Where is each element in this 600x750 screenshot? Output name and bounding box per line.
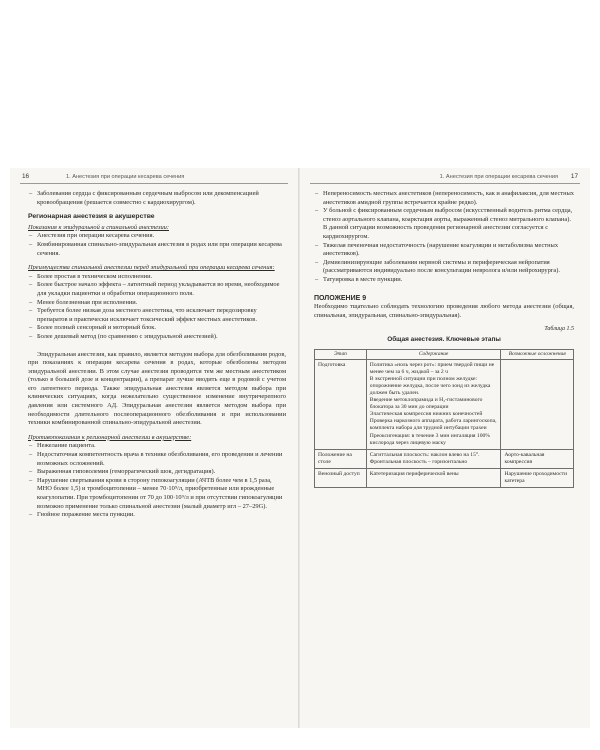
list-item: – Более полный сенсорный и моторный блок.: [29, 324, 157, 332]
indications-heading: Показания к эпидуральной и спинальной анестезии:: [28, 223, 169, 231]
list-item: – Тяжелая печеночная недостаточность (нарушение коагуляции и метаболизма местных анестетиков).: [315, 241, 559, 258]
cell-line: Катетеризация периферической вены: [369, 470, 459, 477]
column-header: Возможные осложнения: [501, 349, 574, 359]
header-rule: [310, 183, 580, 184]
stage-cell: Подготовка: [315, 359, 367, 449]
cell-line: Введение метоклопрамида и Н₂-гистаминового блокатора за 30 мин до операции: [369, 397, 483, 411]
stage-cell: Венозный доступ: [315, 468, 367, 487]
left-page-content: [28, 190, 286, 520]
list-item: – Требуется более низкая доза местного анестетика, что исключает передозировку препаратов и практически исключает токсический эффект местных анестетиков.: [29, 307, 257, 323]
content-cell: [366, 449, 501, 468]
table-header-row: [315, 349, 574, 359]
column-header: Содержание: [366, 349, 501, 359]
table-row: [315, 449, 574, 468]
stage-cell: Положение на столе: [315, 449, 367, 468]
body-paragraph: Эпидуральная анестезия, как правило, является методом выбора для обезболивания родов, при показаниях к операции кесарева сечения в родах, которые обезболены методом эпидуральной анестезии. В этом случае анестезия проводится тем же местным анестетиком (только в большей дозе и концентрации), а препарат лучше вводить еще в родовой с учетом его латентного периода. Также эпидуральная анестезия является методом выбора при клинических ситуациях, когда нежелательно существенное изменение внутричерепного давления или системного АД. Эпидуральная анестезия является методом выбора при необходимости длительного послеоперационного обезболивания и при использовании техники комбинированной спинально-эпидуральной анестезии.: [28, 350, 286, 427]
table-label: Таблица 1.5: [544, 326, 574, 333]
content-cell: [366, 359, 501, 449]
page-number: 17: [570, 173, 578, 180]
table-row: [315, 359, 574, 449]
cell-line: Сагиттальная плоскость: наклон влево на 15°. Фронтальная плоскость – горизонтально: [369, 451, 480, 465]
list-item: – Выраженная гиповолемия (геморрагический шок, дегидратация).: [29, 468, 216, 476]
advantages-heading: Преимущества спинальной анестезии перед эпидуральной при операции кесарева сечения:: [28, 264, 275, 272]
stages-table: [314, 349, 574, 489]
position-title: ПОЛОЖЕНИЕ 9: [314, 294, 367, 302]
page-number: 16: [22, 173, 30, 180]
list-item: – Менее болезненная при исполнении.: [29, 298, 138, 306]
section-title: Регионарная анестезия в акушерстве: [28, 213, 155, 221]
list-item: – Комбинированная спинально-эпидуральная анестезия в родах или при операции кесарева сечения.: [29, 240, 282, 257]
complications-cell: Нарушение проходимости катетера: [501, 468, 574, 487]
complications-cell: [501, 359, 574, 449]
position-text: Необходимо тщательно соблюдать технологию проведения любого метода анестезии (общая, спинальная, эпидуральная, спинально-эпидуральная).: [314, 303, 574, 319]
content-cell: [366, 468, 501, 487]
list-item: – Заболевания сердца с фиксированным сердечным выбросом или декомпенсацией кровообращения (решается совместно с кардиохирургом).: [29, 190, 259, 206]
list-item: – Нежелание пациента.: [29, 442, 96, 450]
left-page: [10, 168, 298, 728]
table-row: [315, 468, 574, 487]
right-page-content: [314, 190, 574, 488]
list-item: – Демиелинизирующие заболевания нервной системы и периферическая нейропатия (рассматриваются индивидуально после консультации невролога и/или нейрохирурга).: [315, 258, 560, 275]
right-page: [300, 168, 590, 728]
table-title: Общая анестезия. Ключевые этапы: [387, 335, 501, 343]
header-rule: [20, 183, 288, 184]
contraindications-heading: Противопоказания к регионарной анестезии в акушерстве:: [28, 433, 192, 441]
list-item: – Анестезия при операции кесарева сечения.: [29, 232, 155, 240]
running-head: 1. Анестезия при операции кесарева сечения: [439, 174, 558, 180]
running-head: 1. Анестезия при операции кесарева сечения: [66, 174, 185, 180]
list-item: – Недостаточная компетентность врача в технике обезболивания, его проведении и лечении возможных осложнений.: [29, 451, 283, 467]
list-item: – Непереносимость местных анестетиков (непереносимость, как и анафилаксия, для местных анестетиков амидной группы встречается крайне редко).: [315, 190, 574, 206]
list-item: – Татуировка в месте пункции.: [315, 275, 403, 283]
cell-line: В экстренной ситуации при полном желудке: опорожнение желудка, после чего зонд из желудка должен быть удален.: [369, 375, 491, 396]
cell-line: Эластическая компрессия нижних конечностей: [369, 411, 483, 418]
list-item: – Более простая в техническом исполнении.: [29, 272, 153, 280]
list-item: – Более быстрое начало эффекта – латентный период укладывается во время, необходимое для укладки пациентки и обработки операционного поля.: [29, 281, 280, 297]
complications-cell: Аорто-кавальная компрессия: [501, 449, 574, 468]
list-item: – Гнойное поражение места пункции.: [29, 511, 135, 519]
column-header: Этап: [315, 349, 367, 359]
list-item: – Более дешевый метод (по сравнению с эпидуральной анестезией).: [29, 332, 218, 340]
list-item: – У больной с фиксированным сердечным выбросом (искусственный водитель ритма сердца, стеноз аортального клапана, коарктация аорты, выраженный стеноз митрального клапана). В данной ситуации возможность проведения регионарной анестезии согласуется с кардиохирургом.: [315, 207, 573, 240]
cell-line: Политика «ноль через рот»: прием твердой пищи не менее чем за 6 ч, жидкой – за 2 ч: [369, 361, 495, 375]
list-item: – Нарушение свертывания крови в сторону гипокоагуляции (АЧТВ более чем в 1,5 раза, МНО более 1,5) и тромбоцитопении – менее 70·10⁹/л, приобретенные или врожденные коагулопатии. При тромбоцитопении от 70 до 100·10⁹/л и при отсутствии гипокоагуляции возможно применение только спинальной анестезии (малый диаметр игл – 27–29G).: [29, 476, 283, 510]
cell-line: Проверка наркозного аппарата, работа ларингоскопа, комплекта набора для трудной интубации трахеи: [369, 418, 497, 432]
cell-line: Преоксигенация: в течение 3 мин ингаляция 100% кислорода через лицевую маску: [369, 432, 490, 446]
